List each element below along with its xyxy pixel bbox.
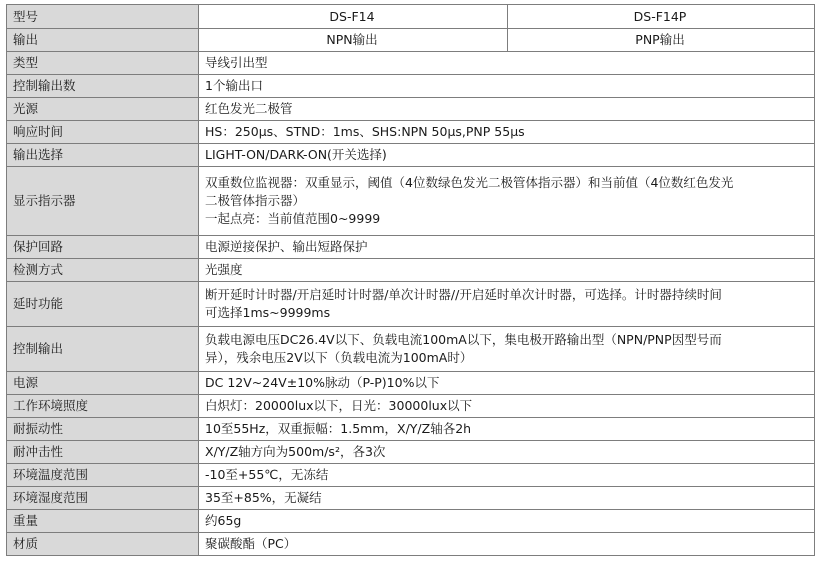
table-row <box>7 98 815 121</box>
model-ds-f14p: DS-F14P <box>508 5 815 29</box>
row-label: 检测方式 <box>7 259 199 282</box>
row-value-line: 1个输出口 <box>205 78 263 93</box>
row-value <box>199 441 815 464</box>
row-value-line: 负载电源电压DC26.4V以下、负载电流100mA以下，集电极开路输出型（NPN/PNP因型号而 <box>205 332 722 347</box>
row-label: 控制输出数 <box>7 75 199 98</box>
table-row <box>7 75 815 98</box>
row-value-line: HS：250μs、STND：1ms、SHS:NPN 50μs,PNP 55μs <box>205 124 525 139</box>
row-value-line: 10至55Hz，双重振幅：1.5mm，X/Y/Z轴各2h <box>205 421 472 436</box>
table-row <box>7 327 815 372</box>
row-value-line: X/Y/Z轴方向为500m/s²，各3次 <box>205 444 386 459</box>
row-label: 延时功能 <box>7 282 199 327</box>
row-value-line: 聚碳酸酯（PC） <box>205 536 297 551</box>
row-value <box>199 236 815 259</box>
row-label: 环境湿度范围 <box>7 487 199 510</box>
row-value-line: 断开延时计时器/开启延时计时器/单次计时器//开启延时单次计时器，可选择。计时器持续时间 <box>205 287 722 302</box>
row-value-line: 一起点亮：当前值范围0~9999 <box>205 211 381 226</box>
row-label: 显示指示器 <box>7 167 199 236</box>
row-value-line: 导线引出型 <box>205 55 268 70</box>
row-value-line: 光强度 <box>205 262 243 277</box>
table-row <box>7 121 815 144</box>
table-row <box>7 464 815 487</box>
row-label: 耐冲击性 <box>7 441 199 464</box>
row-value <box>199 510 815 533</box>
output-pnp: PNP输出 <box>508 29 815 52</box>
spec-table-body <box>7 5 815 556</box>
row-value <box>199 167 815 236</box>
table-row <box>7 372 815 395</box>
row-value <box>199 282 815 327</box>
row-value <box>199 372 815 395</box>
row-value-line: 约65g <box>205 513 242 528</box>
row-value-line: 二极管体指示器） <box>205 193 306 208</box>
row-value-line: 电源逆接保护、输出短路保护 <box>205 239 368 254</box>
row-label: 材质 <box>7 533 199 556</box>
row-value-line: 红色发光二极管 <box>205 101 293 116</box>
row-value-line: -10至+55℃，无冻结 <box>205 467 329 482</box>
row-value <box>199 52 815 75</box>
row-value <box>199 418 815 441</box>
row-label: 重量 <box>7 510 199 533</box>
model-ds-f14: DS-F14 <box>199 5 508 29</box>
row-label: 光源 <box>7 98 199 121</box>
row-value <box>199 75 815 98</box>
row-label: 环境温度范围 <box>7 464 199 487</box>
table-row <box>7 533 815 556</box>
row-value-line: 双重数位监视器：双重显示，阈值（4位数绿色发光二极管体指示器）和当前值（4位数红色发光 <box>205 175 734 190</box>
row-value <box>199 98 815 121</box>
row-value <box>199 121 815 144</box>
row-value-line: 可选择1ms~9999ms <box>205 305 331 320</box>
table-row <box>7 441 815 464</box>
row-value-line: 异），残余电压2V以下（负载电流为100mA时） <box>205 350 473 365</box>
output-label: 输出 <box>7 29 199 52</box>
row-value <box>199 144 815 167</box>
table-row <box>7 282 815 327</box>
row-label: 保护回路 <box>7 236 199 259</box>
table-row <box>7 487 815 510</box>
row-label: 类型 <box>7 52 199 75</box>
row-label: 控制输出 <box>7 327 199 372</box>
table-row <box>7 510 815 533</box>
row-label: 响应时间 <box>7 121 199 144</box>
row-value-line: 35至+85%，无凝结 <box>205 490 322 505</box>
model-label: 型号 <box>7 5 199 29</box>
row-label: 电源 <box>7 372 199 395</box>
table-header-row <box>7 5 815 29</box>
spec-table <box>6 4 815 556</box>
row-value <box>199 533 815 556</box>
output-npn: NPN输出 <box>199 29 508 52</box>
table-row <box>7 167 815 236</box>
row-label: 耐振动性 <box>7 418 199 441</box>
table-row <box>7 259 815 282</box>
table-row <box>7 236 815 259</box>
row-label: 工作环境照度 <box>7 395 199 418</box>
table-row <box>7 144 815 167</box>
table-row <box>7 52 815 75</box>
table-row <box>7 395 815 418</box>
row-label: 输出选择 <box>7 144 199 167</box>
row-value-line: 白炽灯：20000lux以下，日光：30000lux以下 <box>205 398 473 413</box>
row-value <box>199 464 815 487</box>
row-value <box>199 259 815 282</box>
row-value-line: LIGHT-ON/DARK-ON(开关选择) <box>205 147 387 162</box>
row-value <box>199 327 815 372</box>
row-value <box>199 395 815 418</box>
row-value <box>199 487 815 510</box>
output-row <box>7 29 815 52</box>
table-row <box>7 418 815 441</box>
row-value-line: DC 12V~24V±10%脉动（P-P)10%以下 <box>205 375 440 390</box>
